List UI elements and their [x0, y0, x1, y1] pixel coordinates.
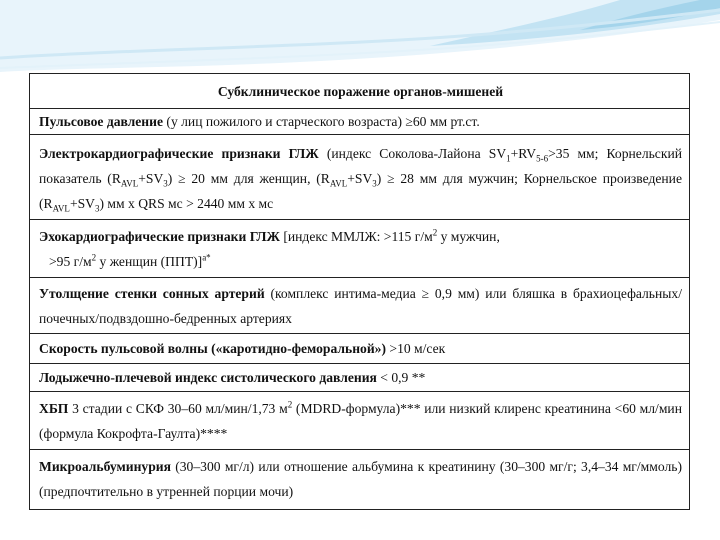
row-heading: Микроальбуминурия — [39, 459, 171, 474]
row-text: +SV — [347, 171, 373, 186]
row-microalbuminuria — [30, 449, 689, 509]
row-text: +SV — [69, 196, 95, 211]
row-echo-lvh — [30, 219, 689, 277]
row-heading: Электрокардиографические признаки ГЛЖ — [39, 146, 319, 161]
superscript: а* — [202, 252, 211, 263]
row-pulse-pressure — [30, 108, 689, 134]
row-text: +RV — [510, 146, 537, 161]
target-organ-damage-table — [29, 73, 690, 510]
row-text: ) мм x QRS мс > 2440 мм х мс — [99, 196, 274, 211]
subscript: AVL — [120, 178, 139, 189]
row-text: (индекс Соколова-Лайона SV — [318, 146, 507, 161]
row-text: (30–300 мг/л) или отношение альбумина к креатинину (30–300 мг/г; 3,4–34 мг/ммоль) (предпочтительно в утренней порции мочи) — [39, 459, 682, 499]
row-text: [индекс ММЛЖ: >115 г/м — [279, 229, 433, 244]
row-text: (MDRD-формула)*** или низкий клиренс креатинина <60 мл/мин (формула Кокрофта-Гаулта)**** — [39, 401, 682, 441]
row-text: < 0,9 ** — [376, 370, 426, 385]
table-title: Субклиническое поражение органов-мишеней — [217, 84, 504, 99]
row-heading: Пульсовое давление — [39, 114, 164, 129]
row-text: у мужчин, — [437, 229, 500, 244]
row-text: >95 г/м — [49, 254, 92, 269]
superscript: 2 — [91, 252, 97, 263]
row-text: +SV — [138, 171, 164, 186]
row-text: (комплекс интима-медиа ≥ 0,9 мм) или бляшка в брахиоцефальных/почечных/подвздошно-бедренных артериях — [39, 286, 682, 326]
row-heading: Лодыжечно-плечевой индекс систолического давления — [39, 370, 377, 385]
subscript: 1 — [506, 153, 511, 164]
row-text: >10 м/сек — [386, 341, 446, 356]
subscript: 3 — [372, 178, 377, 189]
row-heading: Эхокардиографические признаки ГЛЖ — [39, 229, 280, 244]
row-carotid-wall — [30, 277, 689, 333]
row-ecg-lvh — [30, 134, 689, 219]
subscript: 3 — [163, 178, 168, 189]
row-ankle-brachial-index — [30, 363, 689, 391]
subscript: 5-6 — [536, 153, 549, 164]
row-text: 3 стадии с СКФ 30–60 мл/мин/1,73 м — [68, 401, 288, 416]
row-heading: Скорость пульсовой волны («каротидно-феморальной») — [39, 341, 386, 356]
subscript: 3 — [94, 203, 100, 214]
row-text: ) ≥ 20 мм для женщин, (R — [167, 171, 330, 186]
superscript: 2 — [287, 399, 293, 410]
row-text: ) ≥ 28 мм для мужчин; Корнельское произведение (R — [39, 171, 682, 211]
superscript: 2 — [432, 227, 438, 238]
row-heading: Утолщение стенки сонных артерий — [39, 286, 265, 301]
row-heading: ХБП — [39, 401, 69, 416]
row-text: (у лиц пожилого и старческого возраста) ≥60 мм рт.ст. — [163, 114, 480, 129]
subscript: AVL — [329, 178, 348, 189]
row-text: у женщин (ППТ)] — [96, 254, 203, 269]
row-text: >35 мм; Корнельский показатель (R — [39, 146, 682, 186]
row-pulse-wave-velocity — [30, 333, 689, 363]
subscript: AVL — [52, 203, 70, 214]
row-ckd — [30, 391, 689, 449]
